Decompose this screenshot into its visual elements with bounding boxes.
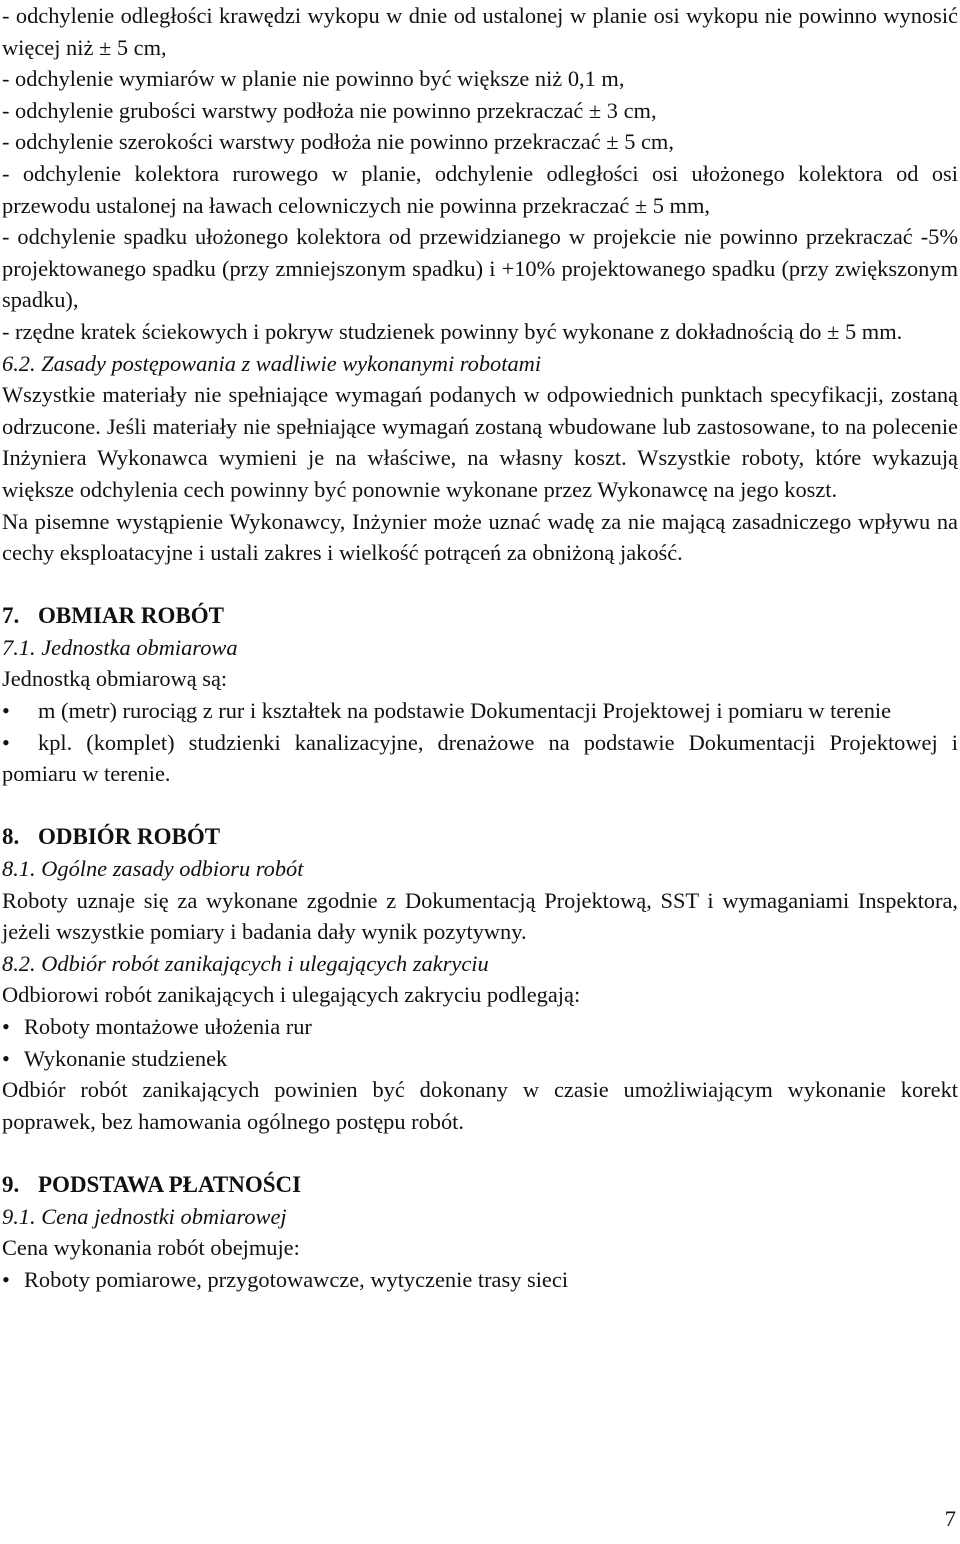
paragraph: Jednostką obmiarową są: bbox=[2, 666, 228, 692]
bullet-text: kpl. (komplet) studzienki kanalizacyjne, drenażowe na podstawie Dokumentacji Projektowej i pomiaru w terenie. bbox=[2, 729, 958, 787]
spacer bbox=[2, 569, 958, 601]
subsection-title: Zasady postępowania z wadliwie wykonanymi robotami bbox=[41, 350, 542, 376]
section-title: ODBIÓR ROBÓT bbox=[38, 824, 221, 850]
list-item: - odchylenie spadku ułożonego kolektora od przewidzianego w projekcie nie powinno przekraczać -5% projektowanego spadku (przy zmniejszonym spadku) i +10% projektowanego spadku (przy zwiększonym spadku), bbox=[2, 224, 958, 313]
bullet-icon: • bbox=[2, 729, 10, 755]
list-item: - odchylenie kolektora rurowego w planie, odchylenie odległości osi ułożonego kolektora od osi przewodu ustalonej na ławach celowniczych nie powinna przekraczać ± 5 mm, bbox=[2, 160, 958, 218]
list-item: - odchylenie odległości krawędzi wykopu w dnie od ustalonej w planie osi wykopu nie powinno wynosić więcej niż ± 5 cm, bbox=[2, 3, 958, 60]
spacer bbox=[2, 1137, 958, 1169]
paragraph: Odbiór robót zanikających powinien być dokonany w czasie umożliwiającym wykonanie korekt poprawek, bez hamowania ogólnego postępu robót. bbox=[2, 1077, 958, 1134]
section-number: 8. bbox=[2, 824, 20, 850]
section-title: OBMIAR ROBÓT bbox=[38, 603, 224, 629]
list-item: - odchylenie grubości warstwy podłoża nie powinno przekraczać ± 3 cm, bbox=[2, 97, 657, 123]
section-title: PODSTAWA PŁATNOŚCI bbox=[38, 1171, 302, 1197]
subsection-title: Odbiór robót zanikających i ulegających zakryciu bbox=[41, 950, 489, 976]
subsection-number: 7.1. bbox=[2, 634, 36, 660]
subsection-title: Jednostka obmiarowa bbox=[41, 634, 238, 660]
section-heading-9 bbox=[2, 1169, 958, 1201]
bullet-item bbox=[2, 695, 958, 727]
subsection-heading-9-1 bbox=[2, 1201, 958, 1233]
section-number: 9. bbox=[2, 1171, 20, 1197]
subsection-heading-8-1 bbox=[2, 853, 958, 885]
paragraph: Na pisemne wystąpienie Wykonawcy, Inżynier może uznać wadę za nie mającą zasadniczego wpływu na cechy eksploatacyjne i ustali zakres i wielkość potrąceń za obniżoną jakość. bbox=[2, 508, 958, 566]
bullet-text: Wykonanie studzienek bbox=[24, 1045, 228, 1071]
subsection-number: 8.1. bbox=[2, 856, 36, 882]
list-item: - rzędne kratek ściekowych i pokryw studzienek powinny być wykonane z dokładnością do ± 5 mm. bbox=[2, 318, 903, 344]
spacer bbox=[2, 790, 958, 822]
page-number: 7 bbox=[944, 1506, 956, 1531]
bullet-item bbox=[2, 1011, 958, 1043]
subsection-number: 8.2. bbox=[2, 950, 36, 976]
paragraph: Roboty uznaje się za wykonane zgodnie z Dokumentacją Projektową, SST i wymaganiami Inspektora, jeżeli wszystkie pomiary i badania dały wynik pozytywny. bbox=[2, 887, 958, 945]
paragraph: Odbiorowi robót zanikających i ulegających zakryciu podlegają: bbox=[2, 982, 581, 1008]
paragraph: Wszystkie materiały nie spełniające wymagań podanych w odpowiednich punktach specyfikacji, zostaną odrzucone. Jeśli materiały nie spełniające wymagań zostaną wbudowane lub zastosowane, to na polecenie Inżyniera Wykonawca wymieni je na właściwe, na własny koszt. Wszystkie roboty, które wykazują większe odchylenia cech powinny być ponownie wykonane przez Wykonawcę na jego koszt. bbox=[2, 382, 958, 502]
bullet-icon: • bbox=[2, 1266, 10, 1292]
subsection-number: 9.1. bbox=[2, 1203, 36, 1229]
bullet-text: Roboty montażowe ułożenia rur bbox=[24, 1014, 312, 1039]
subsection-heading-8-2 bbox=[2, 948, 958, 980]
paragraph: Cena wykonania robót obejmuje: bbox=[2, 1235, 300, 1261]
subsection-title: Ogólne zasady odbioru robót bbox=[41, 856, 304, 882]
subsection-heading-7-1 bbox=[2, 632, 958, 664]
subsection-heading-6-2 bbox=[2, 348, 958, 380]
section-number: 7. bbox=[2, 603, 20, 629]
bullet-item bbox=[2, 727, 958, 790]
subsection-title: Cena jednostki obmiarowej bbox=[41, 1203, 287, 1229]
list-item: - odchylenie szerokości warstwy podłoża nie powinno przekraczać ± 5 cm, bbox=[2, 129, 674, 155]
bullet-item bbox=[2, 1264, 958, 1296]
document-body bbox=[2, 0, 958, 1295]
section-heading-7 bbox=[2, 600, 958, 632]
bullet-text: Roboty pomiarowe, przygotowawcze, wytyczenie trasy sieci bbox=[24, 1266, 569, 1292]
section-heading-8 bbox=[2, 821, 958, 853]
bullet-icon: • bbox=[2, 698, 10, 724]
subsection-number: 6.2. bbox=[2, 350, 36, 376]
bullet-icon: • bbox=[2, 1045, 10, 1071]
bullet-icon: • bbox=[2, 1014, 10, 1039]
bullet-text: m (metr) rurociąg z rur i kształtek na podstawie Dokumentacji Projektowej i pomiaru w terenie bbox=[38, 698, 892, 724]
list-item: - odchylenie wymiarów w planie nie powinno być większe niż 0,1 m, bbox=[2, 66, 625, 92]
bullet-item bbox=[2, 1043, 958, 1075]
